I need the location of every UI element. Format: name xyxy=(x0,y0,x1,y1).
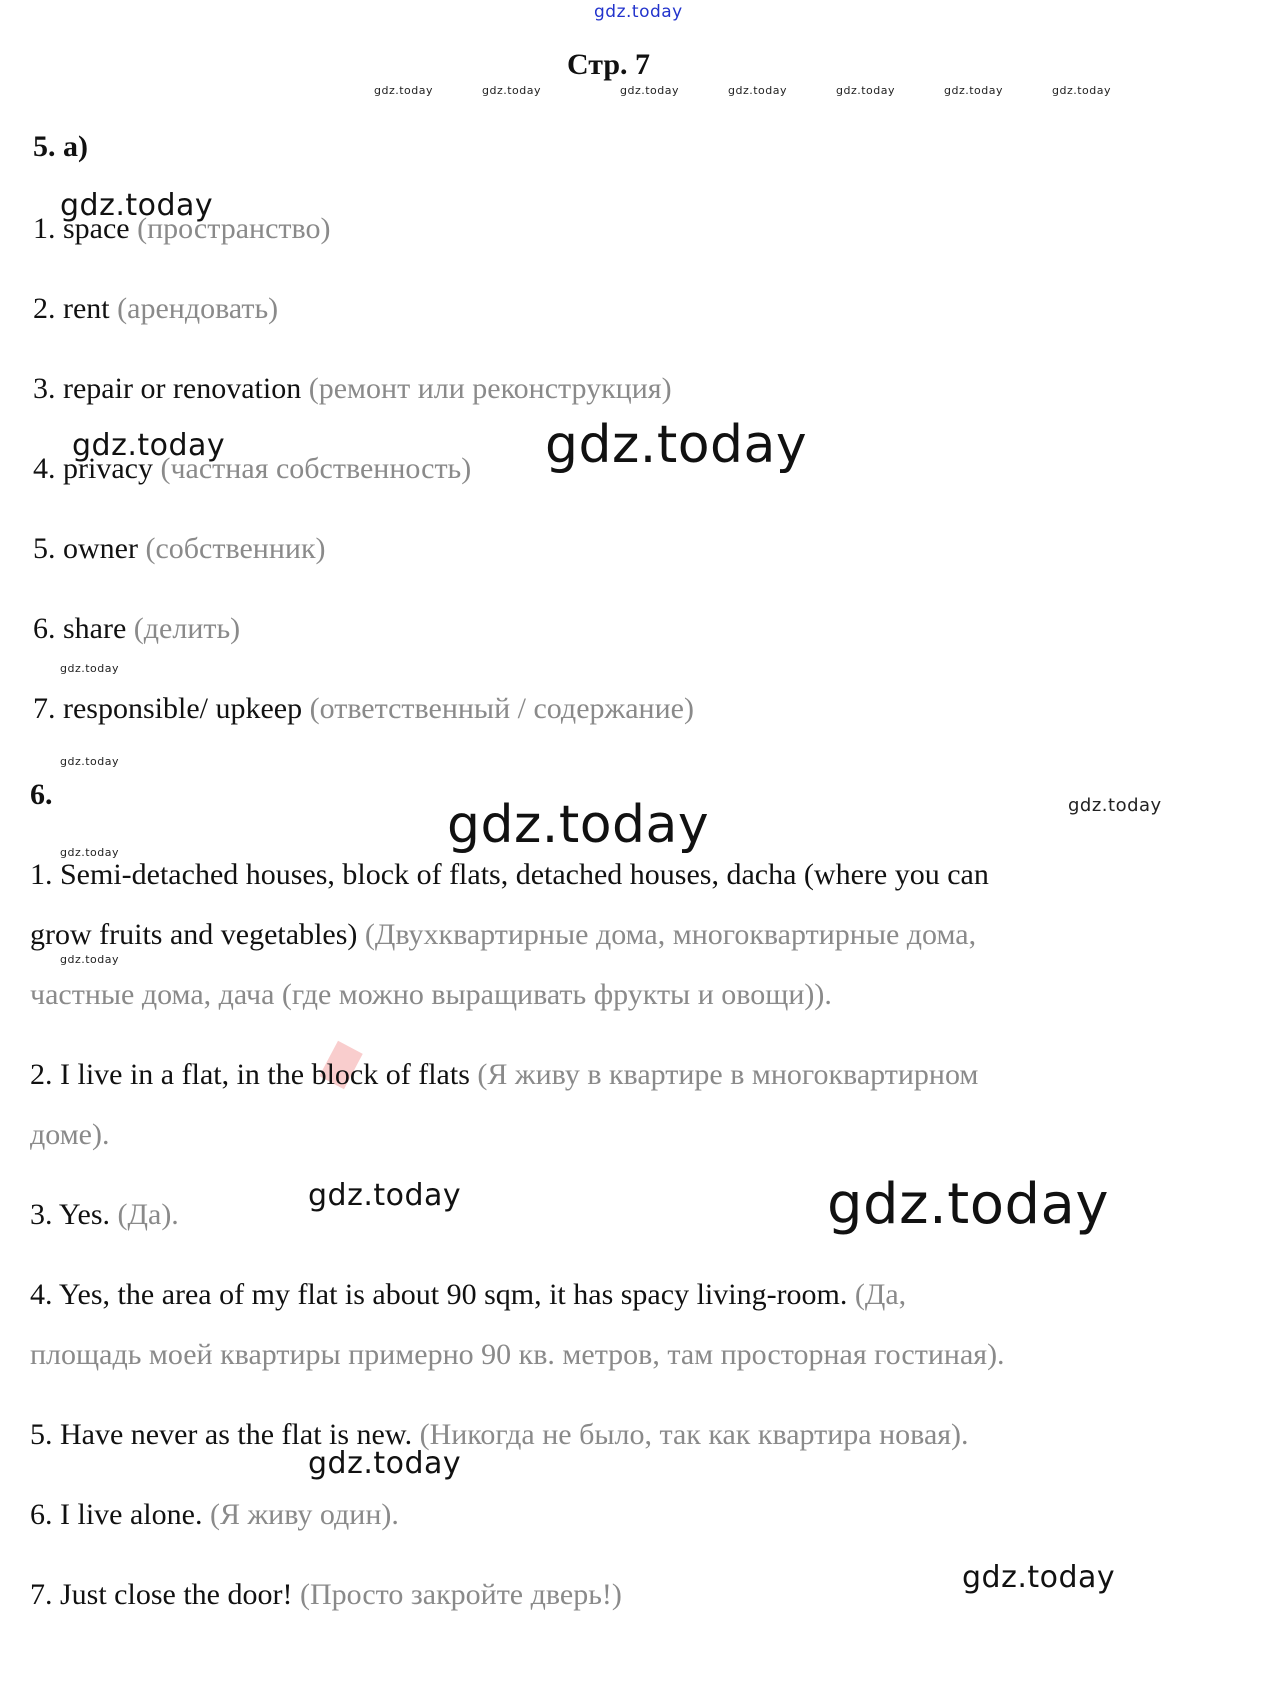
watermark-tiny: gdz.today xyxy=(374,84,434,97)
english-answer: 4. Yes, the area of my flat is about 90 sqm, it has spacy living-room. xyxy=(30,1278,848,1311)
exercise-6-line xyxy=(30,1278,906,1312)
watermark-medium: gdz.today xyxy=(72,428,226,463)
russian-translation: (Просто закройте дверь!) xyxy=(299,1578,622,1611)
watermark-tiny: gdz.today xyxy=(1052,84,1112,97)
watermark-large: gdz.today xyxy=(447,795,710,855)
russian-translation: (ремонт или реконструкция) xyxy=(308,372,672,405)
russian-translation: (Двухквартирные дома, многоквартирные дома, xyxy=(364,918,977,951)
russian-translation: (арендовать) xyxy=(117,292,279,325)
exercise-6-line xyxy=(30,1338,1005,1372)
english-term: 6. share xyxy=(33,612,127,645)
russian-translation: (Да, xyxy=(854,1278,907,1311)
english-answer: 1. Semi-detached houses, block of flats, detached houses, dacha (where you can xyxy=(30,858,989,891)
watermark-medium: gdz.today xyxy=(308,1178,462,1213)
watermark-tiny: gdz.today xyxy=(60,846,120,859)
watermark-tiny: gdz.today xyxy=(620,84,680,97)
watermark-tiny: gdz.today xyxy=(836,84,896,97)
watermark-large: gdz.today xyxy=(545,415,808,475)
exercise-6-heading: 6. xyxy=(30,778,53,811)
english-term: 4. privacy xyxy=(33,452,153,485)
watermark-medium: gdz.today xyxy=(60,188,214,223)
watermark-tiny: gdz.today xyxy=(944,84,1004,97)
russian-translation: (пространство) xyxy=(137,212,331,245)
watermark-tiny: gdz.today xyxy=(482,84,542,97)
exercise-5-heading: 5. а) xyxy=(33,130,88,163)
exercise-5-item xyxy=(33,292,278,326)
exercise-6-line xyxy=(30,1498,399,1532)
russian-translation: частные дома, дача (где можно выращивать фрукты и овощи)). xyxy=(30,978,832,1011)
watermark-tiny: gdz.today xyxy=(60,755,120,768)
english-term: 5. owner xyxy=(33,532,138,565)
english-answer: 2. I live in a flat, in the block of flats xyxy=(30,1058,470,1091)
exercise-6-line xyxy=(30,1118,109,1152)
russian-translation: (частная собственность) xyxy=(160,452,472,485)
russian-translation: (делить) xyxy=(133,612,241,645)
exercise-6-line xyxy=(30,1198,179,1232)
exercise-5-item xyxy=(33,612,240,646)
russian-translation: площадь моей квартиры примерно 90 кв. метров, там просторная гостиная). xyxy=(30,1338,1005,1371)
watermark-tiny: gdz.today xyxy=(60,953,120,966)
russian-translation: (собственник) xyxy=(145,532,326,565)
exercise-5-item xyxy=(33,532,326,566)
english-term: 2. rent xyxy=(33,292,110,325)
watermark-tiny: gdz.today xyxy=(60,662,120,675)
watermark-tiny: gdz.today xyxy=(728,84,788,97)
exercise-6-line xyxy=(30,1418,969,1452)
russian-translation: (ответственный / содержание) xyxy=(309,692,694,725)
english-answer: grow fruits and vegetables) xyxy=(30,918,358,951)
exercise-6-line xyxy=(30,918,976,952)
russian-translation: (Да). xyxy=(117,1198,179,1231)
english-answer: 5. Have never as the flat is new. xyxy=(30,1418,413,1451)
watermark-medium: gdz.today xyxy=(308,1446,462,1481)
english-term: 3. repair or renovation xyxy=(33,372,302,405)
english-term: 1. space xyxy=(33,212,130,245)
english-answer: 6. I live alone. xyxy=(30,1498,203,1531)
exercise-5-item xyxy=(33,372,672,406)
watermark-medium: gdz.today xyxy=(962,1560,1116,1595)
russian-translation: (Я живу один). xyxy=(209,1498,399,1531)
exercise-6-line xyxy=(30,858,989,892)
page-title: Стр. 7 xyxy=(567,48,651,81)
english-answer: 7. Just close the door! xyxy=(30,1578,293,1611)
watermark-small: gdz.today xyxy=(1068,795,1162,816)
russian-translation: (Никогда не было, так как квартира новая). xyxy=(419,1418,969,1451)
english-answer: 3. Yes. xyxy=(30,1198,111,1231)
exercise-6-line xyxy=(30,1578,622,1612)
exercise-5-item xyxy=(33,692,694,726)
exercise-6-line xyxy=(30,1058,978,1092)
exercise-6-line xyxy=(30,978,832,1012)
russian-translation: доме). xyxy=(30,1118,110,1151)
russian-translation: (Я живу в квартире в многоквартирном xyxy=(477,1058,979,1091)
watermark-top: gdz.today xyxy=(594,2,683,22)
exercise-5-item xyxy=(33,452,471,486)
english-term: 7. responsible/ upkeep xyxy=(33,692,303,725)
exercise-5-item xyxy=(33,212,330,246)
watermark-xlarge: gdz.today xyxy=(827,1172,1110,1237)
